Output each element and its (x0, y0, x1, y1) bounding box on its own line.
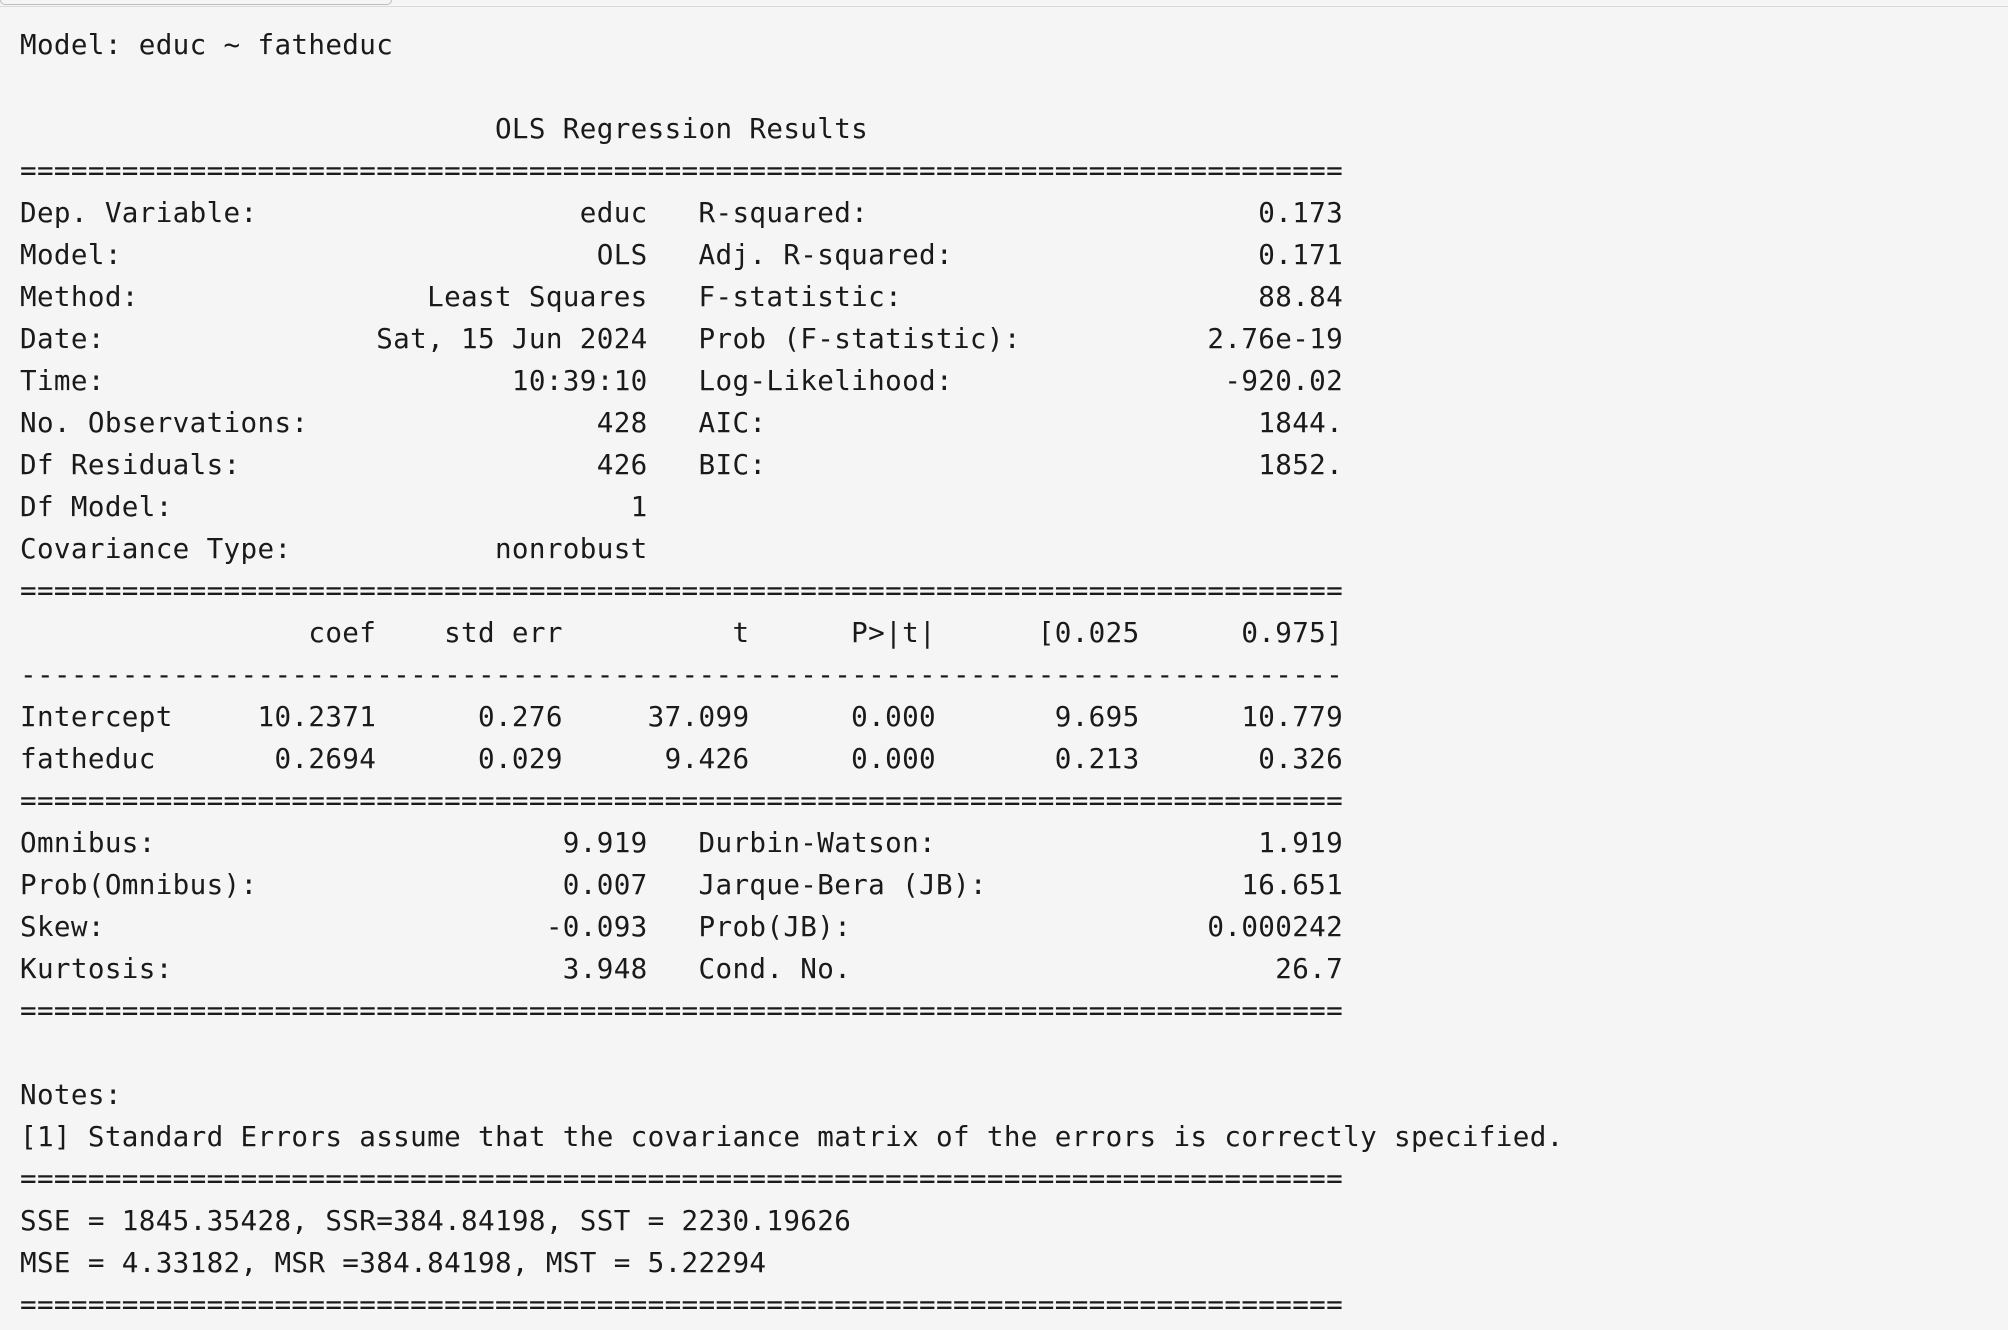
results-title-line: OLS Regression Results (20, 112, 1344, 145)
summary-row: Date: Sat, 15 Jun 2024 Prob (F-statistic): 2.76e-19 (20, 322, 1344, 355)
summary-row: Model: OLS Adj. R-squared: 0.171 (20, 238, 1344, 271)
blank-line (20, 1032, 1564, 1074)
coef-row-fatheduc: fatheduc 0.2694 0.029 9.426 0.000 0.213 0.326 (20, 742, 1344, 775)
diagnostics-row: Omnibus: 9.919 Durbin-Watson: 1.919 (20, 826, 1344, 859)
separator-line: ============================================================================== (20, 1288, 1344, 1321)
summary-row: Covariance Type: nonrobust (20, 532, 1344, 565)
summary-row: Method: Least Squares F-statistic: 88.84 (20, 280, 1344, 313)
blank-line (20, 66, 1564, 108)
separator-line: ============================================================================== (20, 574, 1344, 607)
summary-row: No. Observations: 428 AIC: 1844. (20, 406, 1344, 439)
dash-separator-line: ------------------------------------------------------------------------------ (20, 658, 1344, 691)
sum-of-squares-line: SSE = 1845.35428, SSR=384.84198, SST = 2230.19626 (20, 1204, 852, 1237)
diagnostics-row: Kurtosis: 3.948 Cond. No. 26.7 (20, 952, 1344, 985)
separator-line: ============================================================================== (20, 1162, 1344, 1195)
summary-row: Df Model: 1 (20, 490, 1344, 523)
separator-line: ============================================================================== (20, 994, 1344, 1027)
separator-line: ============================================================================== (20, 154, 1344, 187)
diagnostics-row: Skew: -0.093 Prob(JB): 0.000242 (20, 910, 1344, 943)
summary-row: Dep. Variable: educ R-squared: 0.173 (20, 196, 1344, 229)
summary-row: Time: 10:39:10 Log-Likelihood: -920.02 (20, 364, 1344, 397)
summary-row: Df Residuals: 426 BIC: 1852. (20, 448, 1344, 481)
notes-heading: Notes: (20, 1078, 122, 1111)
separator-line: ============================================================================== (20, 784, 1344, 817)
mean-squares-line: MSE = 4.33182, MSR =384.84198, MST = 5.22294 (20, 1246, 767, 1279)
coef-header-line: coef std err t P>|t| [0.025 0.975] (20, 616, 1344, 649)
regression-output (20, 24, 1564, 1326)
notes-text: [1] Standard Errors assume that the covariance matrix of the errors is correctly specified. (20, 1120, 1564, 1153)
diagnostics-row: Prob(Omnibus): 0.007 Jarque-Bera (JB): 16.651 (20, 868, 1344, 901)
coef-row-intercept: Intercept 10.2371 0.276 37.099 0.000 9.695 10.779 (20, 700, 1344, 733)
model-formula-line: Model: educ ~ fatheduc (20, 28, 394, 61)
cell-tab (0, 0, 392, 5)
